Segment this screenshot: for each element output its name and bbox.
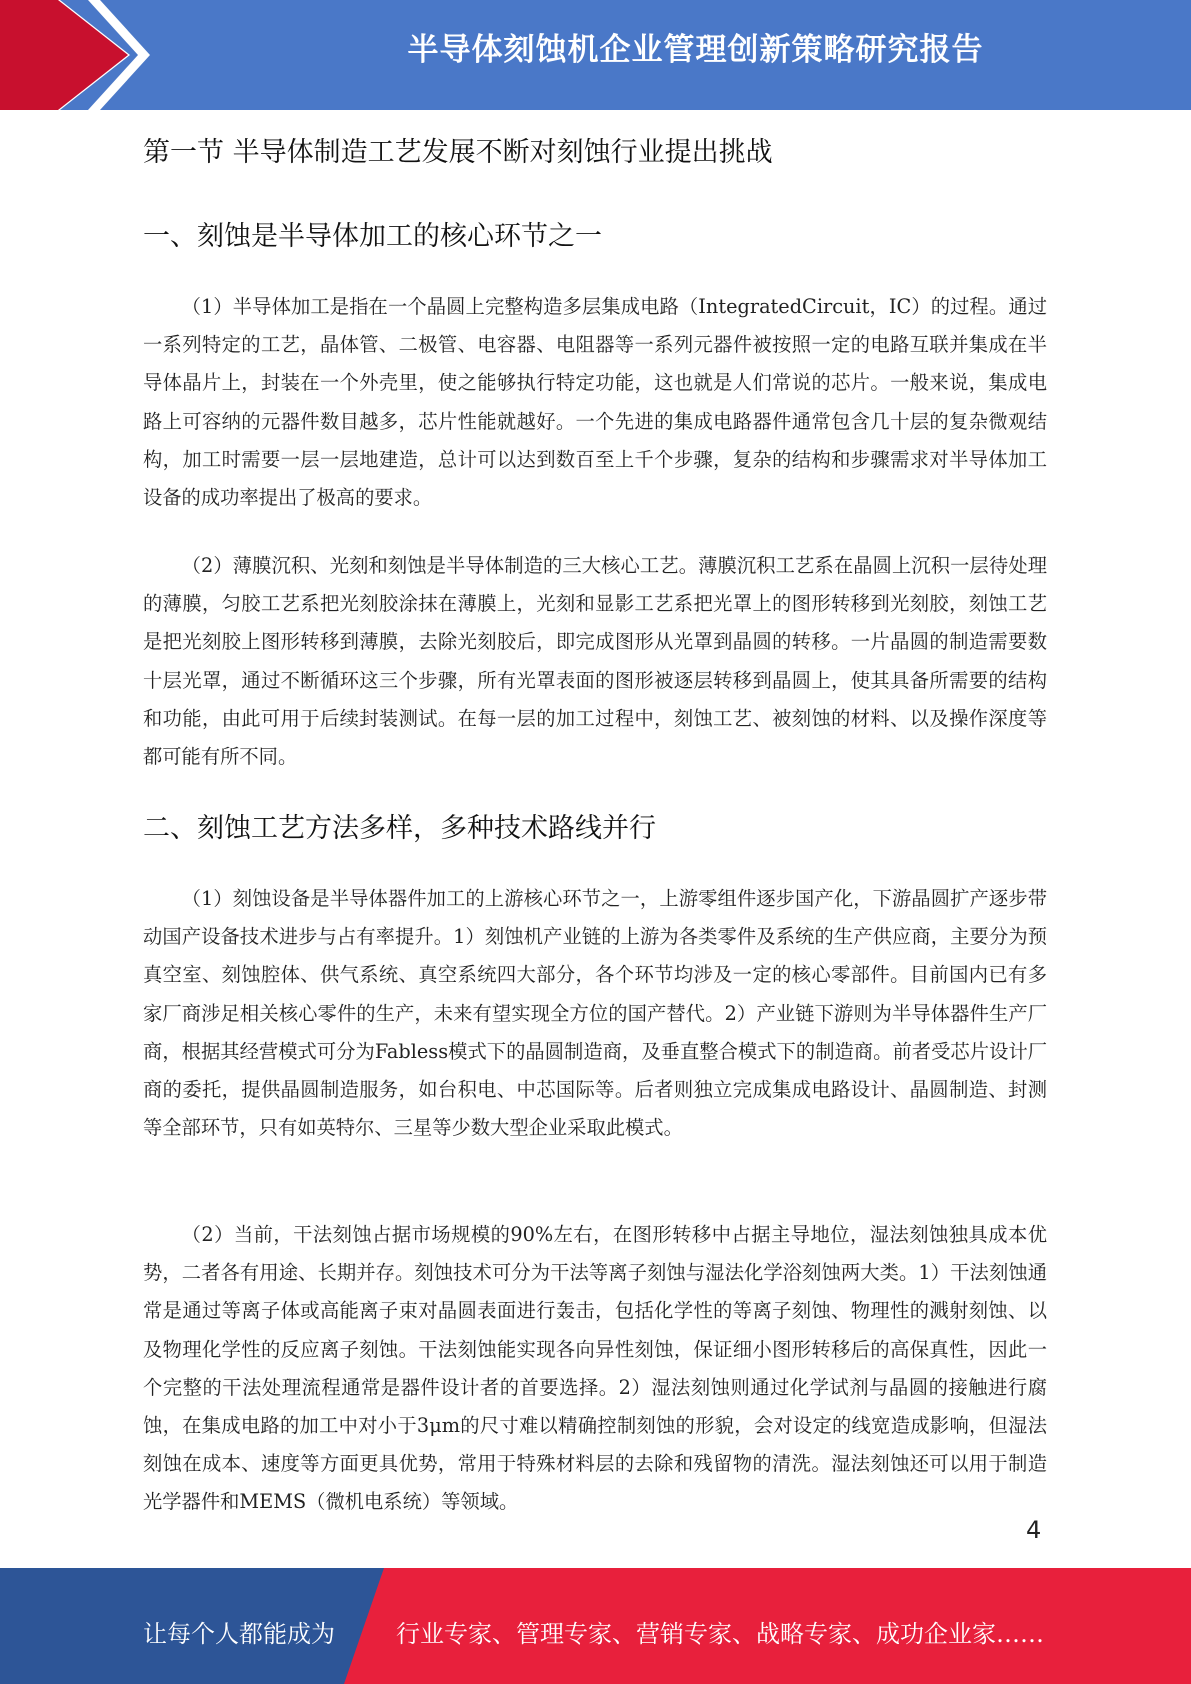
paragraph-1: （1）半导体加工是指在一个晶圆上完整构造多层集成电路（IntegratedCircuit，IC）的过程。通过一系列特定的工艺，晶体管、二极管、电容器、电阻器等一系列元器件被按照一定的电路互联并集成在半导体晶片上，封装在一个外壳里，使之能够执行特定功能，这也就是人们常说的芯片。一般来说，集成电路上可容纳的元器件数目越多，芯片性能就越好。一个先进的集成电路器件通常包含几十层的复杂微观结构，加工时需要一层一层地建造，总计可以达到数百至上千个步骤，复杂的结构和步骤需求对半导体加工设备的成功率提出了极高的要求。 xyxy=(143,295,1047,510)
footer-slogan-right: 行业专家、管理专家、营销专家、战略专家、成功企业家…… xyxy=(396,1620,1044,1648)
paragraph-3: （1）刻蚀设备是半导体器件加工的上游核心环节之一，上游零组件逐步国产化，下游晶圆扩产逐步带动国产设备技术进步与占有率提升。1）刻蚀机产业链的上游为各类零件及系统的生产供应商，主要分为预真空室、刻蚀腔体、供气系统、真空系统四大部分，各个环节均涉及一定的核心零部件。目前国内已有多家厂商涉足相关核心零件的生产，未来有望实现全方位的国产替代。2）产业链下游则为半导体器件生产厂商，根据其经营模式可分为Fabless模式下的晶圆制造商，及垂直整合模式下的制造商。前者受芯片设计厂商的委托，提供晶圆制造服务，如台积电、中芯国际等。后者则独立完成集成电路设计、晶圆制造、封测等全部环节，只有如英特尔、三星等少数大型企业采取此模式。 xyxy=(143,887,1047,1140)
footer-slogan-left: 让每个人都能成为 xyxy=(143,1620,335,1648)
paragraph-2: （2）薄膜沉积、光刻和刻蚀是半导体制造的三大核心工艺。薄膜沉积工艺系在晶圆上沉积一层待处理的薄膜，匀胶工艺系把光刻胶涂抹在薄膜上，光刻和显影工艺系把光罩上的图形转移到光刻胶，刻蚀工艺是把光刻胶上图形转移到薄膜，去除光刻胶后，即完成图形从光罩到晶圆的转移。一片晶圆的制造需要数十层光罩，通过不断循环这三个步骤，所有光罩表面的图形被逐层转移到晶圆上，使其具备所需要的结构和功能，由此可用于后续封装测试。在每一层的加工过程中，刻蚀工艺、被刻蚀的材料、以及操作深度等都可能有所不同。 xyxy=(143,554,1047,769)
section-title: 第一节 半导体制造工艺发展不断对刻蚀行业提出挑战 xyxy=(143,137,773,168)
page-number: 4 xyxy=(1026,1516,1042,1544)
heading-2: 二、刻蚀工艺方法多样，多种技术路线并行 xyxy=(143,813,656,844)
heading-1: 一、刻蚀是半导体加工的核心环节之一 xyxy=(143,221,602,252)
report-title: 半导体刻蚀机企业管理创新策略研究报告 xyxy=(407,32,984,68)
paragraph-4: （2）当前，干法刻蚀占据市场规模的90%左右，在图形转移中占据主导地位，湿法刻蚀独具成本优势，二者各有用途、长期并存。刻蚀技术可分为干法等离子刻蚀与湿法化学浴刻蚀两大类。1）干法刻蚀通常是通过等离子体或高能离子束对晶圆表面进行轰击，包括化学性的等离子刻蚀、物理性的溅射刻蚀、以及物理化学性的反应离子刻蚀。干法刻蚀能实现各向异性刻蚀，保证细小图形转移后的高保真性，因此一个完整的干法处理流程通常是器件设计者的首要选择。2）湿法刻蚀则通过化学试剂与晶圆的接触进行腐蚀，在集成电路的加工中对小于3μm的尺寸难以精确控制刻蚀的形貌，会对设定的线宽造成影响，但湿法刻蚀在成本、速度等方面更具优势，常用于特殊材料层的去除和残留物的清洗。湿法刻蚀还可以用于制造光学器件和MEMS（微机电系统）等领域。 xyxy=(143,1223,1047,1514)
header-arrow-decoration xyxy=(0,0,160,110)
